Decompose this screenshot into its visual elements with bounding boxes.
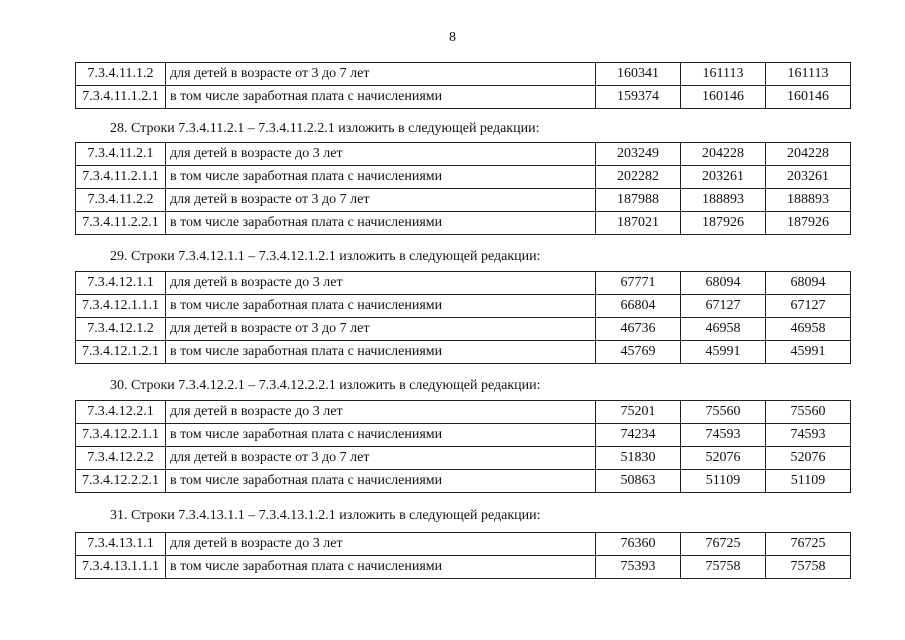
table-row bbox=[76, 86, 851, 109]
row-value-2: 67127 bbox=[681, 295, 766, 318]
row-code: 7.3.4.12.2.2.1 bbox=[76, 470, 166, 493]
row-description: для детей в возрасте от 3 до 7 лет bbox=[166, 318, 596, 341]
row-description: для детей в возрасте от 3 до 7 лет bbox=[166, 189, 596, 212]
row-description: для детей в возрасте до 3 лет bbox=[166, 533, 596, 556]
table-row bbox=[76, 401, 851, 424]
table-2 bbox=[75, 271, 851, 364]
row-value-2: 51109 bbox=[681, 470, 766, 493]
table-row bbox=[76, 470, 851, 493]
table-row bbox=[76, 295, 851, 318]
section-heading: 29. Строки 7.3.4.12.1.1 – 7.3.4.12.1.2.1 изложить в следующей редакции: bbox=[110, 249, 541, 264]
row-code: 7.3.4.12.2.1 bbox=[76, 401, 166, 424]
table-row bbox=[76, 63, 851, 86]
row-value-1: 187021 bbox=[596, 212, 681, 235]
row-value-1: 76360 bbox=[596, 533, 681, 556]
row-value-1: 75393 bbox=[596, 556, 681, 579]
row-value-2: 76725 bbox=[681, 533, 766, 556]
table-row bbox=[76, 166, 851, 189]
row-description: в том числе заработная плата с начислениями bbox=[166, 212, 596, 235]
row-code: 7.3.4.12.1.2.1 bbox=[76, 341, 166, 364]
section-heading: 30. Строки 7.3.4.12.2.1 – 7.3.4.12.2.2.1 изложить в следующей редакции: bbox=[110, 378, 541, 393]
row-value-1: 74234 bbox=[596, 424, 681, 447]
row-value-2: 75560 bbox=[681, 401, 766, 424]
row-value-2: 188893 bbox=[681, 189, 766, 212]
row-value-1: 187988 bbox=[596, 189, 681, 212]
row-code: 7.3.4.12.2.1.1 bbox=[76, 424, 166, 447]
page-number: 8 bbox=[449, 30, 456, 45]
row-value-3: 75758 bbox=[766, 556, 851, 579]
row-code: 7.3.4.11.1.2 bbox=[76, 63, 166, 86]
row-code: 7.3.4.11.2.1 bbox=[76, 143, 166, 166]
row-code: 7.3.4.12.1.1 bbox=[76, 272, 166, 295]
row-description: в том числе заработная плата с начислениями bbox=[166, 424, 596, 447]
table-row bbox=[76, 424, 851, 447]
row-code: 7.3.4.13.1.1.1 bbox=[76, 556, 166, 579]
row-value-3: 51109 bbox=[766, 470, 851, 493]
row-description: для детей в возрасте от 3 до 7 лет bbox=[166, 63, 596, 86]
row-code: 7.3.4.12.2.2 bbox=[76, 447, 166, 470]
row-value-1: 75201 bbox=[596, 401, 681, 424]
row-value-3: 67127 bbox=[766, 295, 851, 318]
row-value-3: 76725 bbox=[766, 533, 851, 556]
row-value-2: 204228 bbox=[681, 143, 766, 166]
section-heading: 28. Строки 7.3.4.11.2.1 – 7.3.4.11.2.2.1 изложить в следующей редакции: bbox=[110, 121, 540, 136]
row-description: в том числе заработная плата с начислениями bbox=[166, 295, 596, 318]
row-value-1: 203249 bbox=[596, 143, 681, 166]
table-0 bbox=[75, 62, 851, 109]
row-value-2: 74593 bbox=[681, 424, 766, 447]
row-description: для детей в возрасте до 3 лет bbox=[166, 272, 596, 295]
table-4 bbox=[75, 532, 851, 579]
table-row bbox=[76, 533, 851, 556]
row-value-2: 161113 bbox=[681, 63, 766, 86]
row-description: для детей в возрасте до 3 лет bbox=[166, 143, 596, 166]
row-description: для детей в возрасте до 3 лет bbox=[166, 401, 596, 424]
row-value-2: 68094 bbox=[681, 272, 766, 295]
table-1 bbox=[75, 142, 851, 235]
row-value-1: 46736 bbox=[596, 318, 681, 341]
row-value-2: 187926 bbox=[681, 212, 766, 235]
table-row bbox=[76, 318, 851, 341]
row-description: в том числе заработная плата с начислениями bbox=[166, 341, 596, 364]
row-value-3: 75560 bbox=[766, 401, 851, 424]
row-value-3: 203261 bbox=[766, 166, 851, 189]
row-value-3: 74593 bbox=[766, 424, 851, 447]
row-value-3: 46958 bbox=[766, 318, 851, 341]
row-value-1: 51830 bbox=[596, 447, 681, 470]
row-description: в том числе заработная плата с начислениями bbox=[166, 86, 596, 109]
row-code: 7.3.4.11.2.2 bbox=[76, 189, 166, 212]
table-row bbox=[76, 341, 851, 364]
row-value-2: 52076 bbox=[681, 447, 766, 470]
row-description: в том числе заработная плата с начислениями bbox=[166, 470, 596, 493]
row-value-3: 187926 bbox=[766, 212, 851, 235]
row-value-1: 66804 bbox=[596, 295, 681, 318]
row-value-2: 160146 bbox=[681, 86, 766, 109]
table-row bbox=[76, 272, 851, 295]
row-description: в том числе заработная плата с начислениями bbox=[166, 166, 596, 189]
row-value-3: 160146 bbox=[766, 86, 851, 109]
row-value-3: 52076 bbox=[766, 447, 851, 470]
row-code: 7.3.4.12.1.1.1 bbox=[76, 295, 166, 318]
row-value-3: 68094 bbox=[766, 272, 851, 295]
table-3 bbox=[75, 400, 851, 493]
row-value-2: 75758 bbox=[681, 556, 766, 579]
row-code: 7.3.4.13.1.1 bbox=[76, 533, 166, 556]
table-row bbox=[76, 556, 851, 579]
row-value-1: 202282 bbox=[596, 166, 681, 189]
table-row bbox=[76, 447, 851, 470]
row-value-3: 188893 bbox=[766, 189, 851, 212]
table-row bbox=[76, 212, 851, 235]
table-row bbox=[76, 143, 851, 166]
row-code: 7.3.4.11.1.2.1 bbox=[76, 86, 166, 109]
row-value-2: 203261 bbox=[681, 166, 766, 189]
table-row bbox=[76, 189, 851, 212]
row-code: 7.3.4.12.1.2 bbox=[76, 318, 166, 341]
row-value-1: 160341 bbox=[596, 63, 681, 86]
row-value-1: 45769 bbox=[596, 341, 681, 364]
row-description: для детей в возрасте от 3 до 7 лет bbox=[166, 447, 596, 470]
row-value-1: 50863 bbox=[596, 470, 681, 493]
section-heading: 31. Строки 7.3.4.13.1.1 – 7.3.4.13.1.2.1 изложить в следующей редакции: bbox=[110, 508, 541, 523]
row-value-3: 161113 bbox=[766, 63, 851, 86]
row-description: в том числе заработная плата с начислениями bbox=[166, 556, 596, 579]
row-value-2: 45991 bbox=[681, 341, 766, 364]
row-value-1: 67771 bbox=[596, 272, 681, 295]
row-value-3: 45991 bbox=[766, 341, 851, 364]
row-value-3: 204228 bbox=[766, 143, 851, 166]
row-code: 7.3.4.11.2.2.1 bbox=[76, 212, 166, 235]
row-value-1: 159374 bbox=[596, 86, 681, 109]
row-code: 7.3.4.11.2.1.1 bbox=[76, 166, 166, 189]
row-value-2: 46958 bbox=[681, 318, 766, 341]
